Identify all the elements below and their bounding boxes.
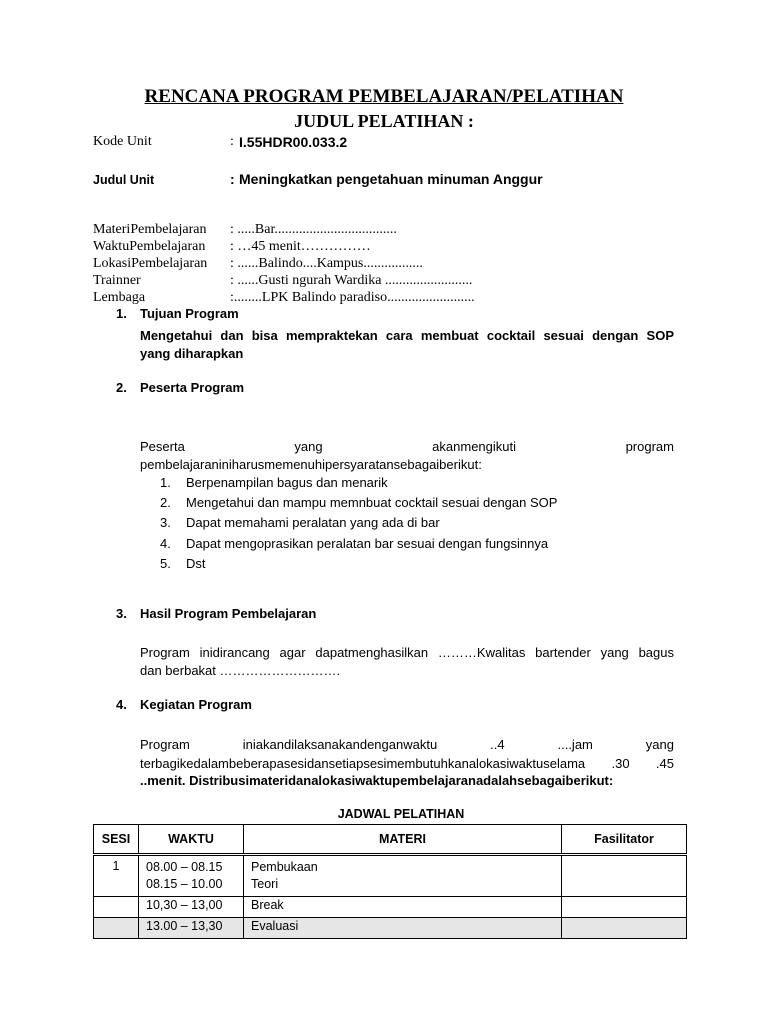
list-item-number: 4. bbox=[160, 536, 171, 551]
cell-waktu bbox=[139, 855, 244, 897]
list-item-number: 5. bbox=[160, 556, 171, 571]
info-label-lokasi: LokasiPembelajaran bbox=[93, 256, 208, 271]
section-2-heading: Peserta Program bbox=[140, 380, 245, 395]
kode-unit-value: I.55HDR00.033.2 bbox=[239, 134, 348, 150]
info-value-waktu: : …45 menit…………… bbox=[230, 239, 371, 254]
list-item-number: 3. bbox=[160, 515, 171, 530]
kode-unit-label: Kode Unit bbox=[93, 134, 152, 149]
info-value-lembaga: :........LPK Balindo paradiso......................... bbox=[230, 290, 475, 305]
cell-materi-line: Teori bbox=[251, 877, 279, 891]
table-row bbox=[94, 897, 687, 918]
judul-unit-value: Meningkatkan pengetahuan minuman Anggur bbox=[239, 171, 543, 187]
section-3-number: 3. bbox=[116, 606, 127, 621]
cell-sesi bbox=[94, 918, 139, 939]
info-label-trainner: Trainner bbox=[93, 273, 141, 288]
table-header-row bbox=[94, 825, 687, 855]
cell-waktu: 13.00 – 13,30 bbox=[139, 918, 244, 939]
cell-fasilitator bbox=[562, 855, 687, 897]
list-item: Dapat memahami peralatan yang ada di bar bbox=[186, 515, 440, 530]
document-title: RENCANA PROGRAM PEMBELAJARAN/PELATIHAN bbox=[144, 86, 624, 107]
list-item: Dst bbox=[186, 556, 206, 571]
header-materi: MATERI bbox=[244, 825, 562, 855]
section-3-text-line-2: dan berbakat ………………………. bbox=[140, 663, 341, 678]
cell-waktu-line: 08.15 – 10.00 bbox=[146, 877, 223, 891]
cell-sesi: 1 bbox=[94, 855, 139, 897]
section-4-text-line-3: ..menit. Distribusimateridanalokasiwaktupembelajaranadalahsebagaiberikut: bbox=[140, 773, 614, 788]
section-1-text-line-2: yang diharapkan bbox=[140, 346, 244, 361]
cell-waktu: 10,30 – 13,00 bbox=[139, 897, 244, 918]
section-2-word-1: Peserta bbox=[140, 439, 185, 454]
cell-materi bbox=[244, 855, 562, 897]
section-4-number: 4. bbox=[116, 697, 127, 712]
section-2-number: 2. bbox=[116, 380, 127, 395]
section-4-word-2: iniakandilaksanakandenganwaktu bbox=[242, 737, 438, 752]
table-row bbox=[94, 855, 687, 897]
section-4-heading: Kegiatan Program bbox=[140, 697, 252, 712]
info-value-materi: : .....Bar................................... bbox=[230, 222, 397, 237]
cell-materi: Evaluasi bbox=[244, 918, 562, 939]
info-label-materi: MateriPembelajaran bbox=[93, 222, 207, 237]
list-item: Dapat mengoprasikan peralatan bar sesuai dengan fungsinnya bbox=[186, 536, 549, 551]
section-3-heading: Hasil Program Pembelajaran bbox=[140, 606, 317, 621]
cell-materi-line: Pembukaan bbox=[251, 860, 318, 874]
header-fasilitator: Fasilitator bbox=[562, 825, 687, 855]
cell-materi: Break bbox=[244, 897, 562, 918]
cell-sesi bbox=[94, 897, 139, 918]
section-1-heading: Tujuan Program bbox=[140, 306, 239, 321]
section-2-word-3: akanmengikuti bbox=[432, 439, 516, 454]
info-label-waktu: WaktuPembelajaran bbox=[93, 239, 206, 254]
kode-unit-colon: : bbox=[230, 134, 234, 149]
schedule-table bbox=[93, 824, 687, 939]
list-item-number: 2. bbox=[160, 495, 171, 510]
cell-waktu-line: 08.00 – 08.15 bbox=[146, 860, 223, 874]
list-item-number: 1. bbox=[160, 475, 171, 490]
section-1-number: 1. bbox=[116, 306, 127, 321]
cell-fasilitator bbox=[562, 918, 687, 939]
section-4-word-1: Program bbox=[140, 737, 190, 752]
cell-fasilitator bbox=[562, 897, 687, 918]
header-waktu: WAKTU bbox=[139, 825, 244, 855]
section-2-intro-line-2: pembelajaraniniharusmemenuhipersyaratansebagaiberikut: bbox=[140, 457, 482, 472]
section-2-intro-line-1 bbox=[140, 439, 674, 454]
info-value-trainner: : ......Gusti ngurah Wardika ......................... bbox=[230, 273, 473, 288]
section-2-word-4: program bbox=[625, 439, 674, 454]
info-label-lembaga: Lembaga bbox=[93, 290, 146, 305]
document-subtitle: JUDUL PELATIHAN : bbox=[294, 111, 474, 131]
judul-unit-colon: : bbox=[230, 171, 235, 187]
list-item: Mengetahui dan mampu memnbuat cocktail sesuai dengan SOP bbox=[186, 495, 558, 510]
section-4-word-3: ..4 bbox=[490, 737, 505, 752]
info-value-lokasi: : ......Balindo....Kampus................. bbox=[230, 256, 423, 271]
section-1-text-line-1: Mengetahui dan bisa mempraktekan cara membuat cocktail sesuai dengan SOP bbox=[140, 328, 674, 343]
section-4-text-line-2: terbagikedalambeberapasesidansetiapsesimembutuhkanalokasiwaktuselama .30 .45 bbox=[140, 756, 674, 771]
section-3-text-line-1: Program inidirancang agar dapatmenghasilkan ………Kwalitas bartender yang bagus bbox=[140, 645, 674, 660]
section-2-word-2: yang bbox=[294, 439, 323, 454]
table-row bbox=[94, 918, 687, 939]
judul-unit-label: Judul Unit bbox=[93, 173, 155, 187]
list-item: Berpenampilan bagus dan menarik bbox=[186, 475, 388, 490]
table-title: JADWAL PELATIHAN bbox=[337, 807, 465, 821]
section-4-word-4: ....jam bbox=[557, 737, 593, 752]
section-4-text-line-1 bbox=[140, 737, 674, 752]
section-4-word-5: yang bbox=[645, 737, 674, 752]
header-sesi: SESI bbox=[94, 825, 139, 855]
